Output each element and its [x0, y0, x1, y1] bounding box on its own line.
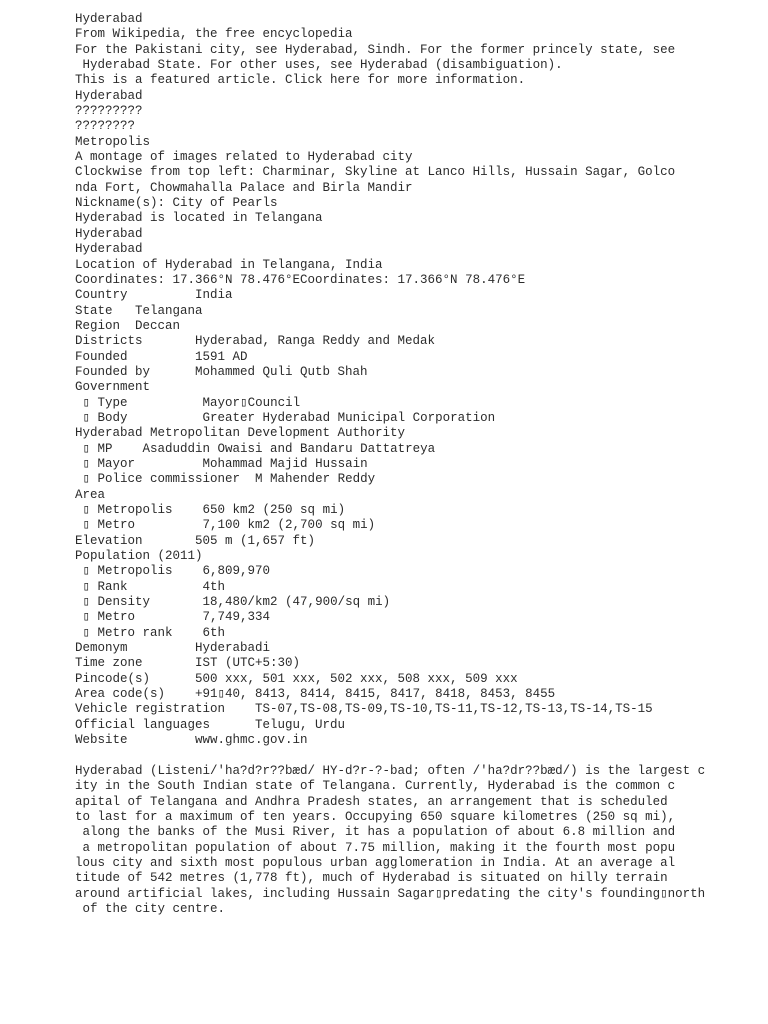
infobox-line: Founded 1591 AD	[75, 349, 248, 364]
body-text-line: ity in the South Indian state of Telangana. Currently, Hyderabad is the common c	[75, 779, 676, 794]
infobox-line: ▯ Metro 7,100 km2 (2,700 sq mi)	[75, 518, 376, 533]
infobox-line: ▯ Metropolis 650 km2 (250 sq mi)	[75, 503, 346, 517]
header-line: Hyderabad is located in Telangana	[75, 211, 323, 226]
infobox-line: Elevation 505 m (1,657 ft)	[75, 533, 316, 548]
header-line: From Wikipedia, the free encyclopedia	[75, 27, 353, 42]
paragraph-spacer	[75, 749, 755, 764]
article-header	[75, 12, 755, 288]
infobox-line: Vehicle registration TS-07,TS-08,TS-09,TS-10,TS-11,TS-12,TS-13,TS-14,TS-15	[75, 702, 653, 717]
header-line: Location of Hyderabad in Telangana, India	[75, 257, 383, 272]
infobox-line: ▯ Body Greater Hyderabad Municipal Corporation	[75, 410, 496, 425]
infobox-line: Population (2011)	[75, 549, 203, 564]
infobox-line: Area	[75, 487, 106, 502]
header-line: Coordinates: 17.366°N 78.476°ECoordinates: 17.366°N 78.476°E	[75, 272, 526, 287]
article-body-paragraph	[75, 764, 755, 917]
infobox-line: ▯ Metro 7,749,334	[75, 610, 271, 625]
header-line: ????????	[75, 119, 136, 134]
body-text-line: Hyderabad (Listeni/'ha?d?r??bæd/ HY-d?r-?-bad; often /'ha?dr??bæd/) is the largest c	[75, 763, 706, 778]
infobox-line: Website www.ghmc.gov.in	[75, 733, 308, 748]
infobox-line: Region Deccan	[75, 318, 181, 333]
header-line: For the Pakistani city, see Hyderabad, Sindh. For the former princely state, see	[75, 42, 676, 57]
body-text-line: apital of Telangana and Andhra Pradesh states, an arrangement that is scheduled	[75, 794, 668, 809]
document-page	[75, 12, 755, 917]
header-line: ?????????	[75, 104, 143, 119]
infobox-line: Hyderabad Metropolitan Development Authority	[75, 426, 406, 441]
infobox-line: Time zone IST (UTC+5:30)	[75, 656, 301, 671]
body-text-line: titude of 542 metres (1,778 ft), much of Hyderabad is situated on hilly terrain	[75, 871, 668, 886]
infobox-line: Founded by Mohammed Quli Qutb Shah	[75, 364, 368, 379]
body-text-line: lous city and sixth most populous urban agglomeration in India. At an average al	[75, 855, 676, 870]
header-line: This is a featured article. Click here for more information.	[75, 73, 526, 88]
infobox-line: Districts Hyderabad, Ranga Reddy and Medak	[75, 334, 436, 349]
header-line: Metropolis	[75, 134, 151, 149]
infobox-line: ▯ Mayor Mohammad Majid Hussain	[75, 456, 368, 471]
infobox-line: Country India	[75, 288, 233, 303]
infobox-line: ▯ Police commissioner M Mahender Reddy	[75, 472, 376, 487]
infobox-line: ▯ Rank 4th	[75, 579, 226, 594]
header-line: Hyderabad	[75, 226, 143, 241]
infobox-line: ▯ Type Mayor▯Council	[75, 395, 301, 410]
infobox-line: Official languages Telugu, Urdu	[75, 717, 346, 732]
header-line: nda Fort, Chowmahalla Palace and Birla Mandir	[75, 180, 413, 195]
infobox-line: ▯ Metro rank 6th	[75, 625, 226, 640]
body-text-line: around artificial lakes, including Hussain Sagar▯predating the city's founding▯north	[75, 886, 706, 901]
infobox	[75, 288, 755, 748]
infobox-line: ▯ MP Asaduddin Owaisi and Bandaru Dattatreya	[75, 441, 436, 456]
body-text-line: a metropolitan population of about 7.75 million, making it the fourth most popu	[75, 840, 676, 855]
infobox-line: Area code(s) +91▯40, 8413, 8414, 8415, 8417, 8418, 8453, 8455	[75, 687, 556, 702]
header-line: Hyderabad	[75, 88, 143, 103]
header-line: Clockwise from top left: Charminar, Skyline at Lanco Hills, Hussain Sagar, Golco	[75, 165, 676, 180]
infobox-line: Pincode(s) 500 xxx, 501 xxx, 502 xxx, 508 xxx, 509 xxx	[75, 671, 518, 686]
header-line: Nickname(s): City of Pearls	[75, 196, 278, 211]
header-line: A montage of images related to Hyderabad city	[75, 150, 413, 165]
body-text-line: to last for a maximum of ten years. Occupying 650 square kilometres (250 sq mi),	[75, 809, 676, 824]
infobox-line: Demonym Hyderabadi	[75, 641, 271, 656]
body-text-line: of the city centre.	[75, 901, 226, 916]
header-line: Hyderabad	[75, 12, 143, 26]
infobox-line: ▯ Density 18,480/km2 (47,900/sq mi)	[75, 595, 391, 610]
header-line: Hyderabad State. For other uses, see Hyderabad (disambiguation).	[75, 58, 563, 73]
header-line: Hyderabad	[75, 242, 143, 257]
infobox-line: Government	[75, 380, 151, 395]
infobox-line: ▯ Metropolis 6,809,970	[75, 564, 271, 579]
body-text-line: along the banks of the Musi River, it has a population of about 6.8 million and	[75, 825, 676, 840]
infobox-line: State Telangana	[75, 303, 203, 318]
